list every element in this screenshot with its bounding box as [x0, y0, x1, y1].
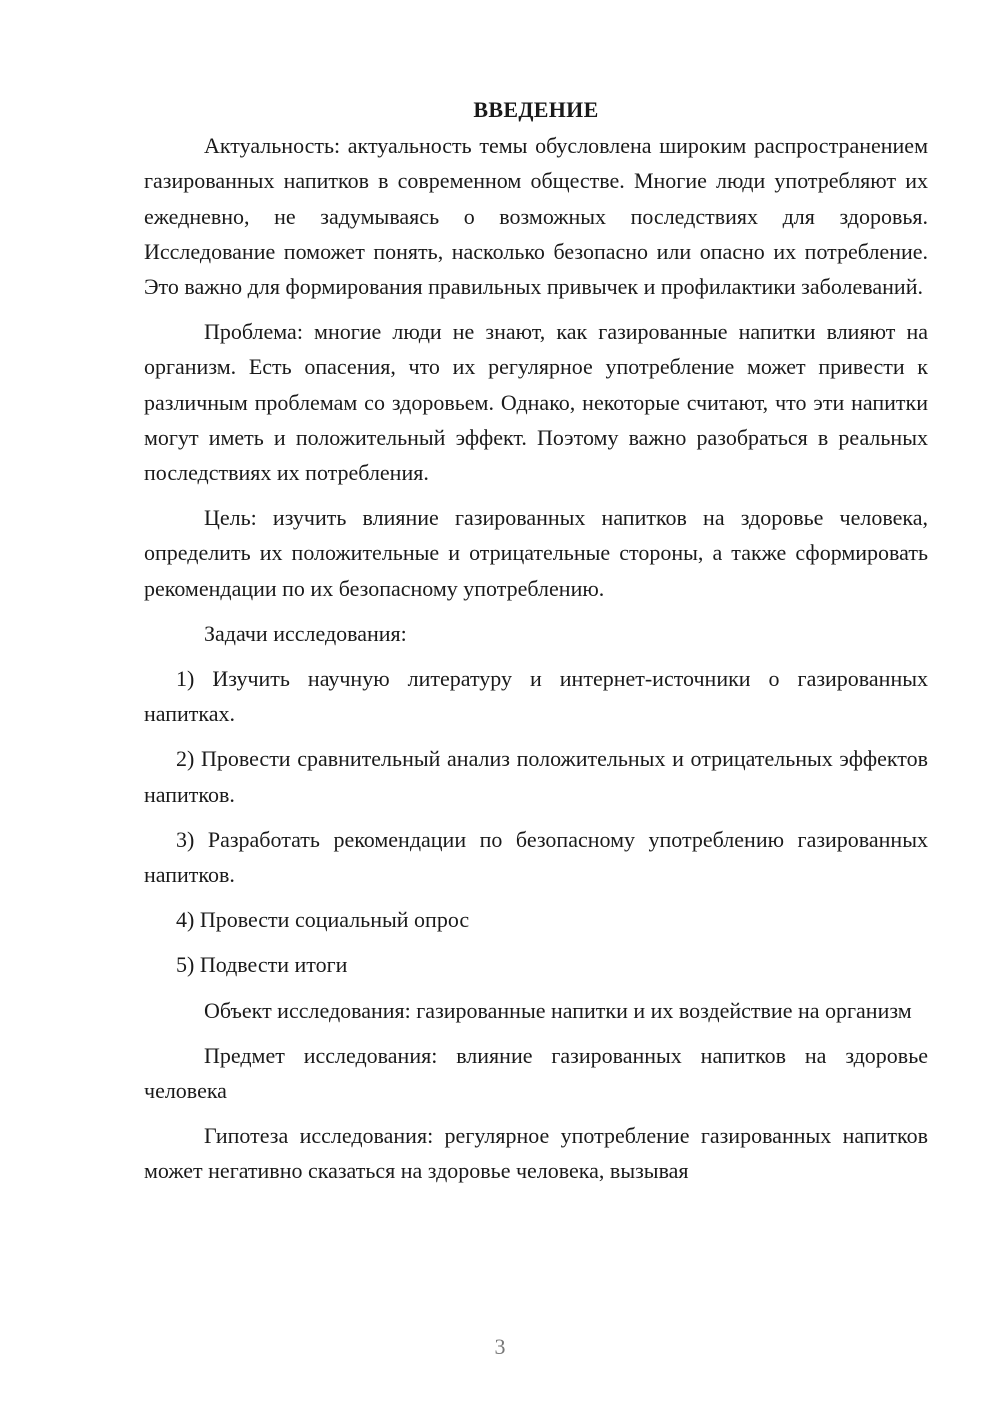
list-item: 1) Изучить научную литературу и интернет-источники о газированных напитках.: [144, 666, 928, 727]
paragraph-goal: Цель: изучить влияние газированных напитков на здоровье человека, определить их положительные и отрицательные стороны, а также сформировать рекомендации по их безопасному употреблению.: [144, 505, 928, 601]
paragraph-problem: Проблема: многие люди не знают, как газированные напитки влияют на организм. Есть опасения, что их регулярное употребление может привести к различным проблемам со здоровьем. Однако, некоторые считают, что эти напитки могут иметь и положительный эффект. Поэтому важно разобраться в реальных последствиях их потребления.: [144, 319, 928, 486]
paragraph-subject: Предмет исследования: влияние газированных напитков на здоровье человека: [144, 1042, 928, 1104]
page-content: [144, 92, 928, 1199]
list-item: 5) Подвести итоги: [176, 952, 348, 978]
list-item: 4) Провести социальный опрос: [176, 907, 470, 933]
paragraph-object: Объект исследования: газированные напитки и их воздействие на организм: [204, 997, 912, 1023]
list-item: 2) Провести сравнительный анализ положительных и отрицательных эффектов напитков.: [144, 746, 928, 807]
page-number: 3: [494, 1334, 506, 1359]
paragraph-hypothesis: Гипотеза исследования: регулярное употребление газированных напитков может негативно сказаться на здоровье человека, вызывая: [144, 1123, 928, 1184]
section-heading: ВВЕДЕНИЕ: [473, 97, 599, 122]
paragraph-relevance: Актуальность: актуальность темы обусловлена широким распространением газированных напитков в современном обществе. Многие люди употребляют их ежедневно, не задумываясь о возможных последствиях для здоровья. Исследование поможет понять, насколько безопасно или опасно их потребление. Это важно для формирования правильных привычек и профилактики заболеваний.: [144, 133, 928, 300]
paragraph-tasks-intro: Задачи исследования:: [204, 620, 407, 646]
tasks-list: [144, 661, 928, 983]
list-item: 3) Разработать рекомендации по безопасному употреблению газированных напитков.: [144, 826, 928, 888]
